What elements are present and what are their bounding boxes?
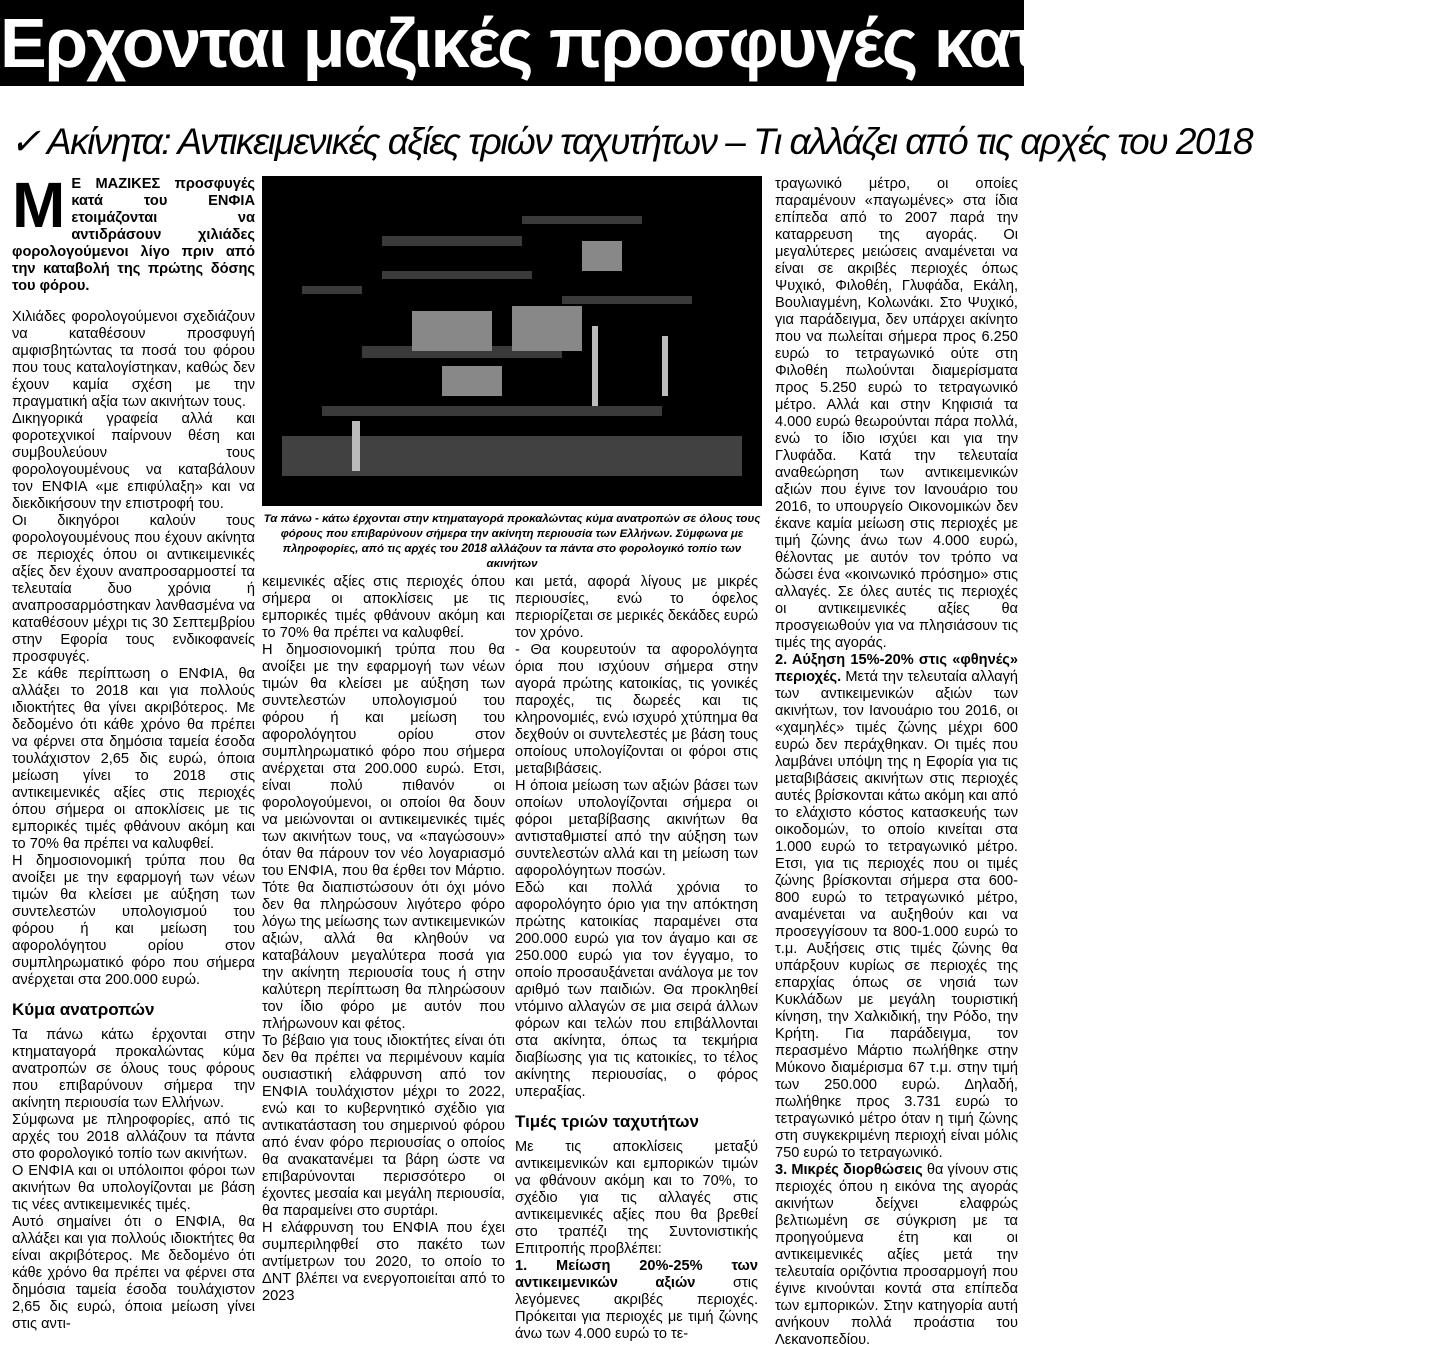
- lead-text: Ε ΜΑΖΙΚΕΣ προσφυγές κατά του ΕΝΦΙΑ ετοιμάζονται να αντιδράσουν χιλιάδες φορολογούμενοι λίγο πριν από την καταβολή της πρώτης δόσης του φόρου.: [12, 176, 255, 294]
- paragraph: Οι δικηγόροι καλούν τους φορολογουμένους που έχουν ακίνητα σε περιοχές όπου οι αντικειμενικές αξίες δεν έχουν αναπροσαρμοστεί τα τελευταία δυο χρόνια ή αναπροσαρμόστηκαν λανθασμένα να καταθέσουν μέχρι τις 30 Σεπτεμβρίου στην Εφορία τους ενδικοφανείς προσφυγές.: [12, 513, 255, 665]
- paragraph: Με τις αποκλίσεις μεταξύ αντικειμενικών και εμπορικών τιμών να φθάνουν ακόμη και το 70%, το σχέδιο για τις αλλαγές στις αντικειμενικές αξίες που θα βρεθεί στο τραπέζι της Συντονιστικής Επιτροπής προβλέπει:: [515, 1139, 758, 1257]
- paragraph: Σε κάθε περίπτωση ο ΕΝΦΙΑ, θα αλλάξει το 2018 και για πολλούς ιδιοκτήτες θα γίνει ακριβότερος. Με δεδομένο ότι κάθε χρόνο θα πρέπει να φέρνει στα δημόσια ταμεία έσοδα τουλάχιστον 2,65 δις ευρώ, όποια μείωση γίνει το 2018 στις αντικειμενικές αξίες στις περιοχές όπου σήμερα οι αποκλίσεις με τις εμπορικές τιμές φθάνουν ακόμη και το 70% θα πρέπει να καλυφθεί.: [12, 666, 255, 852]
- point-1-heading: 1. Μείωση 20%-25% των αντικειμενικών αξιών: [515, 1258, 758, 1291]
- paragraph: και μετά, αφορά λίγους με μικρές περιουσίες, ενώ το όφελος περιορίζεται σε μερικές δεκάδες ευρώ τον χρόνο.: [515, 574, 759, 641]
- point-2: [775, 652, 1018, 1162]
- paragraph: Χιλιάδες φορολογούμενοι σχεδιάζουν να καταθέσουν προσφυγή αμφισβητώντας τα ποσά του φόρου που τους καταλογίστηκαν, καθώς δεν έχουν καμία σχέση με την πραγματική αξία των ακινήτων τους.: [12, 309, 255, 410]
- paragraph: - Θα κουρευτούν τα αφορολόγητα όρια που ισχύουν σήμερα στην αγορά πρώτης κατοικίας, τις γονικές παροχές, τις δωρεές και τις κληρονομιές, ενώ ισχυρό χτύπημα θα δεχθούν οι συντελεστές με βάση τους οποίους υπολογίζονται οι φόροι στις μεταβιβάσεις.: [515, 642, 758, 777]
- paragraph: Η δημοσιονομική τρύπα που θα ανοίξει με την εφαρμογή των νέων τιμών θα κλείσει με αύξηση των συντελεστών υπολογισμού του φόρου ή και μείωση του αφορολόγητου ορίου στον συμπληρωματικό φόρο που σήμερα ανέρχεται στα 200.000 ευρώ.: [12, 853, 255, 988]
- point-3-text: θα γίνουν στις περιοχές όπου η εικόνα της αγοράς ακινήτων δείχνει ελαφρώς βελτιωμένη σε σύγκριση με τα προηγούμενα έτη και οι αντικειμενικές αξίες μετά την τελευταία οριζόντια προσαρμογή που έγινε κινούνται κοντά στα επίπεδα των εμπορικών. Στην κατηγορία αυτή ανήκουν πολλά προάστια του Λεκανοπεδίου.: [775, 1162, 1018, 1348]
- headline: Ερχονται μαζικές προσφυγές κατά του ΕΝΦΙΑ: [0, 0, 1024, 86]
- paragraph: Ο ΕΝΦΙΑ και οι υπόλοιποι φόροι των ακινήτων θα υπολογίζονται με βάση τις νέες αντικειμενικές τιμές.: [12, 1163, 255, 1213]
- paragraph: Σύμφωνα με πληροφορίες, από τις αρχές του 2018 αλλάζουν τα πάντα στο φορολογικό τοπίο των ακινήτων.: [12, 1112, 255, 1162]
- article-column-4: [775, 176, 1018, 1348]
- point-2-heading: 2. Αύξηση 15%-20% στις «φθηνές» περιοχές.: [775, 652, 1018, 685]
- paragraph: Η όποια μείωση των αξιών βάσει των οποίων υπολογίζονται σήμερα οι φόροι μεταβίβασης ακινήτων θα αντισταθμιστεί από την αύξηση των συντελεστών αλλά και τη μείωση των αφορολόγητων ποσών.: [515, 778, 758, 879]
- dropcap: Μ: [12, 169, 66, 241]
- paragraph: Το βέβαιο για τους ιδιοκτήτες είναι ότι δεν θα πρέπει να περιμένουν καμία ουσιαστική ελάφρυνση από τον ΕΝΦΙΑ τουλάχιστον μέχρι το 2022, ενώ και το κυβερνητικό σχέδιο για αντικατάσταση του σημερινού φόρου από έναν φόρο περιουσίας ο οποίος θα ανακατανέμει τα βάρη ώστε να επιβαρύνονται περισσότερο οι έχοντες μεσαία και μεγάλη περιουσία, θα παραμείνει στο συρτάρι.: [262, 1033, 505, 1219]
- article-column-3: [515, 574, 759, 1342]
- paragraph: Η ελάφρυνση του ΕΝΦΙΑ που έχει συμπεριληφθεί στο πακέτο των αντίμετρων του 2020, το οποίο το ΔΝΤ βλέπει να ενεργοποιείται από το 2023: [262, 1220, 505, 1304]
- building-photo-icon: [262, 176, 762, 506]
- point-1-text: στις λεγόμενες ακριβές περιοχές. Πρόκειται για περιοχές με τιμή ζώνης άνω των 4.000 ευρώ το τε-: [515, 1275, 758, 1342]
- photo-caption: Τα πάνω - κάτω έρχονται στην κτηματαγορά προκαλώντας κύμα ανατροπών σε όλους τους φόρους που επιβαρύνουν σήμερα την ακίνητη περιουσία των Ελλήνων. Σύμφωνα με πληροφορίες, από τις αρχές του 2018 αλλάζουν τα πάντα στο φορολογικό τοπίο των ακινήτων: [263, 513, 761, 570]
- point-3-heading: 3. Μικρές διορθώσεις: [775, 1162, 923, 1178]
- paragraph: Τα πάνω κάτω έρχονται στην κτηματαγορά προκαλώντας κύμα ανατροπών σε όλους τους φόρους που επιβαρύνουν σήμερα την ακίνητη περιουσία των Ελλήνων.: [12, 1027, 255, 1111]
- paragraph: Δικηγορικά γραφεία αλλά και φοροτεχνικοί παίρνουν θέση και συμβουλεύουν τους φορολογουμένους να καταβάλουν τον ΕΝΦΙΑ «με επιφύλαξη» και να διεκδικήσουν την επιστροφή του.: [12, 411, 255, 512]
- paragraph: Εδώ και πολλά χρόνια το αφορολόγητο όριο για την απόκτηση πρώτης κατοικίας παραμένει στα 200.000 ευρώ για τον άγαμο και σε 250.000 ευρώ για τον έγγαμο, το οποίο προσαυξάνεται ανάλογα με τον αριθμό των παιδιών. Θα προκληθεί ντόμινο αλλαγών σε μια σειρά άλλων φόρων και τελών που επιβάλλονται στα ακίνητα, όπως τα τεκμήρια διαβίωσης για τις κατοικίες, το τέλος ακίνητης περιουσίας, ο φόρος υπεραξίας.: [515, 880, 758, 1100]
- section-heading: Τιμές τριών ταχυτήτων: [515, 1112, 699, 1131]
- paragraph: τραγωνικό μέτρο, οι οποίες παραμένουν «παγωμένες» στα ίδια επίπεδα από το 2007 παρά την καταρρευση της αγοράς. Οι μεγαλύτερες μειώσεις αναμένεται να είναι σε ακριβές περιοχές όπως Ψυχικό, Φιλοθέη, Γλυφάδα, Εκάλη, Βουλιαγμένη, Κολωνάκι. Στο Ψυχικό, για παράδειγμα, δεν υπάρχει ακίνητο που να πωλείται σήμερα προς 6.250 ευρώ το τετραγωνικό ούτε στη Φιλοθέη πωλούνται διαμερίσματα προς 5.250 ευρώ το τετραγωνικό μέτρο. Αλλά και στην Κηφισιά τα 4.000 ευρώ θεωρούνται πάρα πολλά, ενώ το ίδιο ισχύει και για την Γλυφάδα. Κατά την τελευταία αναθεώρηση των αντικειμενικών αξιών που έγινε τον Ιανουάριο του 2016, το υπουργείο Οικονομικών δεν έκανε καμία μείωση στις περιοχές με τιμή ζώνης άνω των 4.000 ευρώ, θέλοντας με αυτόν τον τρόπο να δώσει ένα «κοινωνικό πρόσημο» στις αλλαγές. Σε όλες αυτές τις περιοχές οι αντικειμενικές αξίες θα προσγειωθούν για να πλησιάσουν τις τιμές της αγοράς.: [775, 176, 1018, 651]
- point-3: [775, 1162, 1018, 1349]
- point-1: [515, 1258, 758, 1343]
- paragraph: Αυτό σημαίνει ότι ο ΕΝΦΙΑ, θα αλλάξει και για πολλούς ιδιοκτήτες θα είναι ακριβότερος. Με δεδομένο ότι κάθε χρόνο θα πρέπει να φέρνει στα δημόσια ταμεία έσοδα τουλάχιστον 2,65 δις ευρώ, όποια μείωση γίνει στις αντι-: [12, 1214, 255, 1332]
- paragraph: κειμενικές αξίες στις περιοχές όπου σήμερα οι αποκλίσεις με τις εμπορικές τιμές φθάνουν ακόμη και το 70% θα πρέπει να καλυφθεί.: [262, 574, 505, 641]
- building-photo-graphic: [262, 176, 762, 506]
- article-column-2: [262, 574, 505, 1304]
- point-2-text: Μετά την τελευταία αλλαγή των αντικειμενικών αξιών των ακινήτων, τον Ιανουάριο του 2016, οι «χαμηλές» τιμές ζώνης μέχρι 600 ευρώ δεν περάχθηκαν. Οι τιμές που λαμβάνει υπόψη της η Εφορία για τις μεταβιβάσεις ακινήτων στις περιοχές αυτές βρίσκονται κάτω ακόμη και από το ελάχιστο κόστος κατασκευής των οικοδομών, το οποίο κινείται στα 1.000 ευρώ το τετραγωνικό μέτρο. Ετσι, για τις περιοχές που οι τιμές ζώνης βρίσκονται σήμερα στα 600-800 ευρώ το τετραγωνικό μέτρο, αναμένεται να αυξηθούν και να προσεγγίσουν τα 800-1.000 ευρώ το τ.μ. Αυξήσεις στις τιμές ζώνης θα υπάρξουν κυρίως σε περιοχές της επαρχίας όπως σε νησιά των Κυκλάδων με μεγάλη τουριστική κίνηση, την Χαλκιδική, την Ρόδο, την Κρήτη. Για παράδειγμα, τον περασμένο Μάρτιο πωλήθηκε στην Μύκονο διαμέρισμα 67 τ.μ. στην τιμή των 250.000 ευρώ. Δηλαδή, πωλήθηκε προς 3.731 ευρώ το τετραγωνικό μέτρο όταν η τιμή ζώνης στη συγκεκριμένη περιοχή είναι μόλις 750 ευρώ το τετραγωνικό.: [775, 669, 1018, 1161]
- section-heading: Κύμα ανατροπών: [12, 1000, 155, 1019]
- lead-paragraph: [12, 169, 255, 295]
- article-column-1: [12, 169, 255, 1332]
- paragraph: Η δημοσιονομική τρύπα που θα ανοίξει με την εφαρμογή των νέων τιμών θα κλείσει με αύξηση των συντελεστών υπολογισμού του φόρου ή και μείωση του αφορολόγητου ορίου στον συμπληρωματικό φόρο που σήμερα ανέρχεται στα 200.000 ευρώ. Ετσι, είναι πολύ πιθανόν οι φορολογούμενοι, οι οποίοι θα δουν να μειώνονται οι αντικειμενικές τιμές των ακινήτων τους, να «παγώσουν» όταν θα πάρουν τον νέο λογαριασμό του ΕΝΦΙΑ, που θα έρθει τον Μάρτιο. Τότε θα διαπιστώσουν ότι όχι μόνο δεν θα πληρώσουν λιγότερο φόρο λόγω της μείωσης των αντικειμενικών αξιών, αλλά θα κληθούν να καταβάλουν μεγαλύτερα ποσά για την ακίνητη περιουσία τους ή στην καλύτερη περίπτωση θα πληρώσουν τον ίδιο φόρο με αυτόν που πλήρωνουν και φέτος.: [262, 642, 505, 1032]
- subheadline: ✓ Ακίνητα: Αντικειμενικές αξίες τριών ταχυτήτων – Τι αλλάζει από τις αρχές του 2018: [10, 121, 1253, 162]
